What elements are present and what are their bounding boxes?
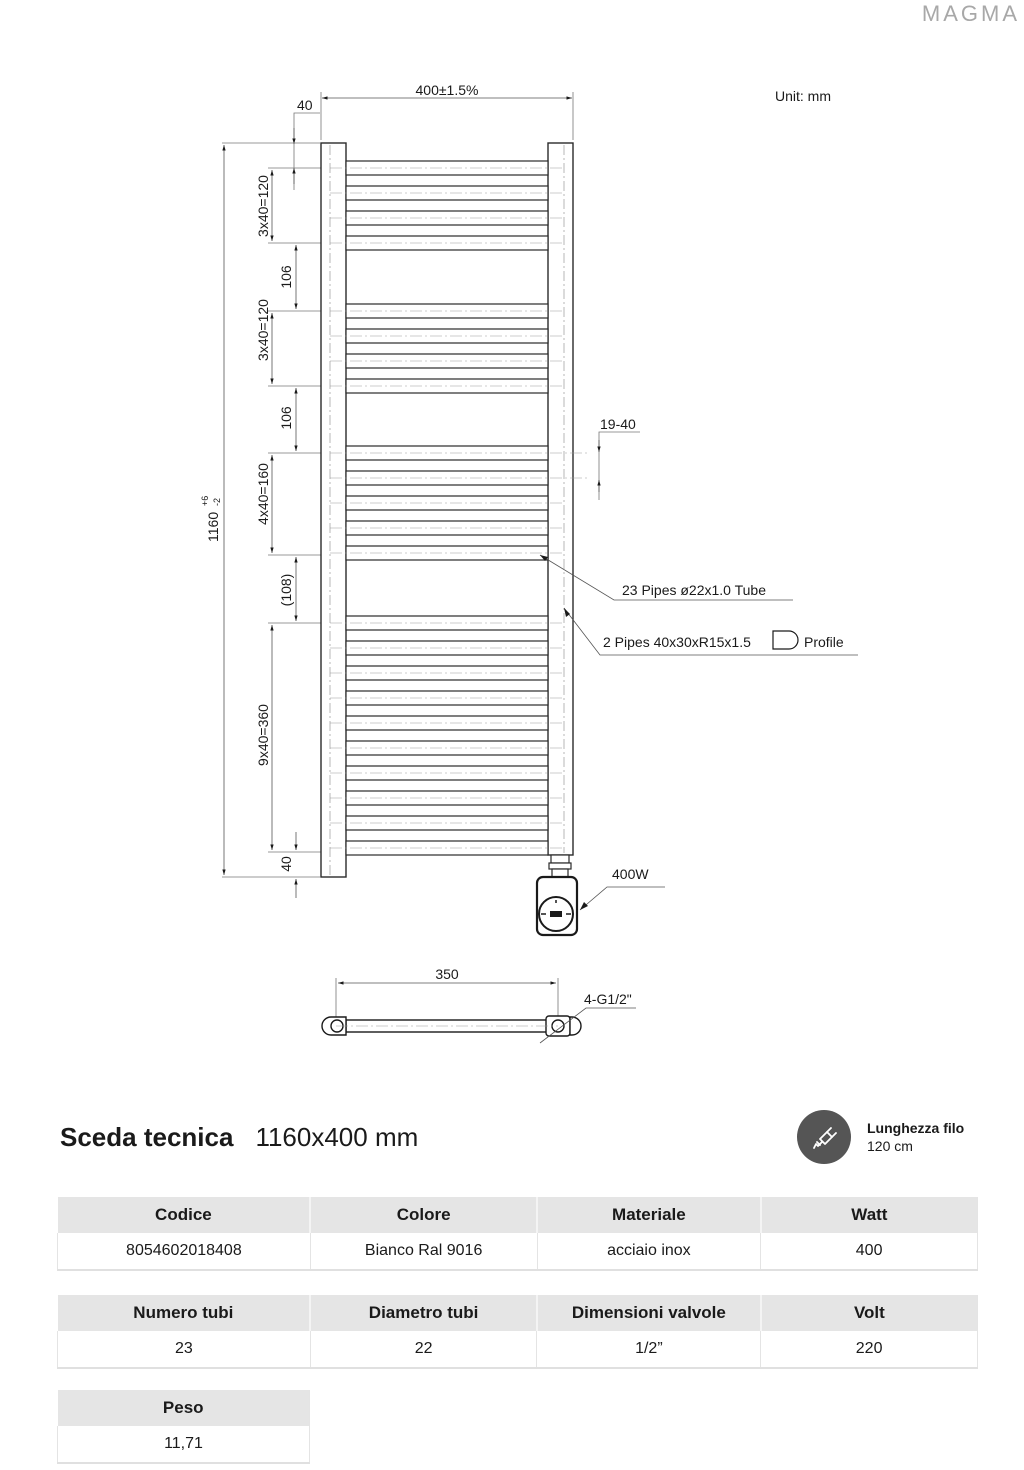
- svg-text:4x40=160: 4x40=160: [255, 463, 271, 525]
- cable-length-value: 120 cm: [867, 1138, 913, 1154]
- wall-distance-dimension: 19-40: [600, 416, 636, 432]
- unit-label: Unit: mm: [775, 88, 831, 104]
- header-watt: Watt: [761, 1197, 978, 1233]
- pipes: [346, 161, 548, 855]
- profile-callout: 2 Pipes 40x30xR15x1.5: [603, 634, 751, 650]
- spec-table-2: [57, 1295, 978, 1369]
- width-dimension: 400±1.5%: [415, 82, 479, 98]
- electric-heater: [537, 855, 577, 935]
- top-offset-dimension: 40: [297, 97, 313, 113]
- header-materiale: Materiale: [537, 1197, 761, 1233]
- svg-text:9x40=360: 9x40=360: [255, 704, 271, 766]
- value-peso: 11,71: [58, 1426, 310, 1463]
- header-numero-tubi: Numero tubi: [58, 1295, 311, 1331]
- sheet-title-row: [60, 1122, 418, 1153]
- svg-text:3x40=120: 3x40=120: [255, 299, 271, 361]
- header-diametro-tubi: Diametro tubi: [310, 1295, 537, 1331]
- d-profile-icon: [773, 631, 798, 649]
- svg-text:+6: +6: [200, 495, 210, 506]
- height-dimension: 1160: [205, 511, 221, 542]
- value-colore: Bianco Ral 9016: [310, 1233, 537, 1270]
- svg-text:3x40=120: 3x40=120: [255, 175, 271, 237]
- heater-power: 400W: [612, 866, 649, 882]
- plug-icon: [797, 1110, 851, 1164]
- value-materiale: acciaio inox: [537, 1233, 761, 1270]
- svg-text:MAGMA: MAGMA: [921, 2, 1020, 24]
- value-numero-tubi: 23: [58, 1331, 311, 1368]
- value-watt: 400: [761, 1233, 978, 1270]
- tube-callout: 23 Pipes ø22x1.0 Tube: [622, 582, 766, 598]
- cable-length-info: [797, 1110, 964, 1164]
- header-codice: Codice: [58, 1197, 311, 1233]
- sheet-dimensions: 1160x400 mm: [255, 1122, 419, 1152]
- value-dimensioni-valvole: 1/2”: [537, 1331, 761, 1368]
- header-dimensioni-valvole: Dimensioni valvole: [537, 1295, 761, 1331]
- connection-dimension: 350: [435, 966, 459, 982]
- value-codice: 8054602018408: [58, 1233, 311, 1270]
- svg-text:106: 106: [278, 406, 294, 430]
- sheet-title: Sceda tecnica: [60, 1122, 234, 1152]
- connection-thread: 4-G1/2": [584, 991, 632, 1007]
- svg-text:106: 106: [278, 265, 294, 289]
- cable-length-label: Lunghezza filo: [867, 1120, 965, 1136]
- left-rail: [321, 143, 346, 877]
- header-colore: Colore: [310, 1197, 537, 1233]
- svg-text:(108): (108): [278, 573, 294, 607]
- spec-table-1: [57, 1197, 978, 1271]
- svg-text:-2: -2: [212, 497, 222, 506]
- header-volt: Volt: [761, 1295, 978, 1331]
- value-volt: 220: [761, 1331, 978, 1368]
- svg-text:Profile: Profile: [804, 634, 844, 650]
- spec-table-3: [57, 1390, 310, 1464]
- value-diametro-tubi: 22: [310, 1331, 537, 1368]
- header-peso: Peso: [58, 1390, 310, 1426]
- svg-text:40: 40: [278, 856, 294, 872]
